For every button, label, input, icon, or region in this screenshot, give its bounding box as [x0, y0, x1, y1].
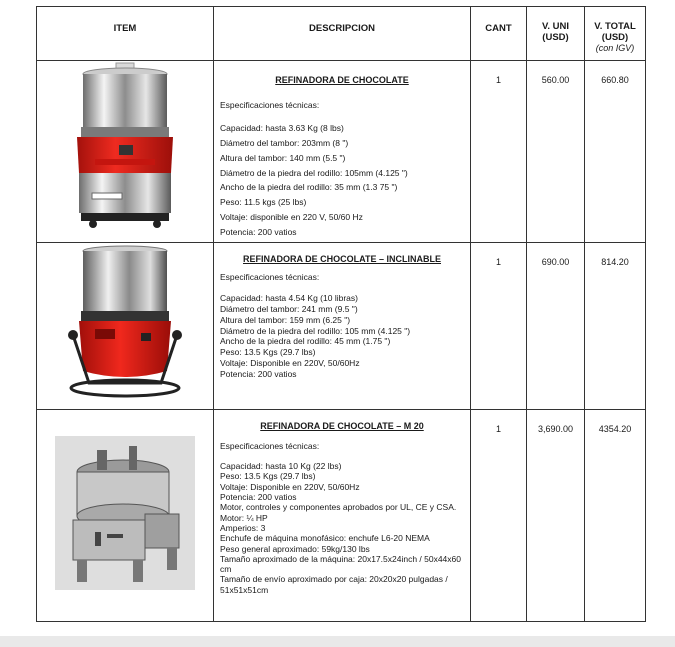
header-v-uni-currency: (USD) [542, 32, 569, 43]
m20-chocolate-refiner-image [37, 410, 213, 610]
table-header-row [37, 7, 646, 61]
spec-line: Voltaje: Disponible en 220V, 50/60Hz [220, 357, 360, 368]
spec-line: Peso: 13.5 Kgs (29.7 lbs) [220, 471, 316, 482]
table-row [37, 61, 646, 243]
spec-line: Peso general aproximado: 59kg/130 lbs [220, 543, 370, 554]
header-item [37, 7, 214, 61]
item-description [214, 409, 471, 621]
header-descripcion [214, 7, 471, 61]
item-title: REFINADORA DE CHOCOLATE [275, 75, 409, 85]
header-cant [471, 7, 527, 61]
header-item-label: ITEM [113, 23, 137, 34]
spec-line: Peso: 11.5 kgs (25 lbs) [220, 197, 307, 208]
header-descripcion-label: DESCRIPCION [309, 23, 375, 34]
spec-line: Ancho de la piedra del rodillo: 35 mm (1.3 75 ") [220, 182, 398, 193]
spec-line: Capacidad: hasta 10 Kg (22 lbs) [220, 461, 342, 472]
item-v-uni: 3,690.00 [527, 409, 585, 621]
item-v-uni: 690.00 [527, 242, 585, 409]
spec-line: Voltaje: Disponible en 220V, 50/60Hz [220, 481, 360, 492]
spec-line: Potencia: 200 vatios [220, 368, 297, 379]
header-v-uni [527, 7, 585, 61]
spec-line: Tamaño aproximado de la máquina: 20x17.5x24inch / 50x44x60 cm [220, 553, 461, 575]
item-v-total: 814.20 [585, 242, 646, 409]
spec-line: Capacidad: hasta 3.63 Kg (8 lbs) [220, 123, 344, 134]
header-v-total-note: (con IGV) [595, 43, 635, 53]
header-v-total-label: V. TOTAL [594, 21, 636, 32]
spec-line: Capacidad: hasta 4.54 Kg (10 libras) [220, 293, 358, 304]
spec-line: Altura del tambor: 159 mm (6.25 ") [220, 314, 351, 325]
item-description [214, 61, 471, 243]
item-image-cell [37, 409, 214, 621]
item-cant: 1 [471, 242, 527, 409]
item-description [214, 242, 471, 409]
spec-line: Altura del tambor: 140 mm (5.5 ") [220, 152, 346, 163]
header-v-uni-label: V. UNI [541, 21, 570, 32]
tilting-chocolate-refiner-image [37, 243, 213, 408]
bottom-scroll-area [0, 636, 675, 647]
table-row [37, 409, 646, 621]
spec-line: Amperios: 3 [220, 522, 266, 533]
spec-line: Motor: ¼ HP [220, 512, 268, 523]
item-title: REFINADORA DE CHOCOLATE – M 20 [260, 420, 424, 431]
spec-line: Potencia: 200 vatios [220, 226, 297, 237]
item-v-uni: 560.00 [527, 61, 585, 243]
item-image-cell [37, 242, 214, 409]
chocolate-refiner-image [37, 61, 213, 237]
quotation-sheet [36, 6, 645, 622]
table-row [37, 242, 646, 409]
spec-line: Tamaño de envío aproximado por caja: 20x20x20 pulgadas / 51x51x51cm [220, 574, 448, 595]
item-v-total: 4354.20 [585, 409, 646, 621]
spec-line: Diámetro de la piedra del rodillo: 105mm (4.125 ") [220, 167, 408, 178]
item-title: REFINADORA DE CHOCOLATE – INCLINABLE [243, 253, 441, 264]
header-v-total-currency: (USD) [601, 32, 629, 43]
header-cant-label: CANT [485, 23, 512, 34]
spec-line: Voltaje: disponible en 220 V, 50/60 Hz [220, 211, 363, 222]
header-v-total [585, 7, 646, 61]
spec-line: Diámetro de la piedra del rodillo: 105 mm (4.125 ") [220, 325, 411, 336]
specs-heading: Especificaciones técnicas: [220, 440, 320, 451]
specs-heading: Especificaciones técnicas: [220, 272, 320, 283]
item-cant: 1 [471, 61, 527, 243]
spec-line: Potencia: 200 vatios [220, 492, 297, 503]
spec-line: Diámetro del tambor: 203mm (8 ") [220, 137, 349, 148]
spec-line: Ancho de la piedra del rodillo: 45 mm (1.75 ") [220, 336, 391, 347]
quotation-table [36, 6, 646, 622]
spec-line: Diámetro del tambor: 241 mm (9.5 ") [220, 303, 358, 314]
item-v-total: 660.80 [585, 61, 646, 243]
item-image-cell [37, 61, 214, 243]
item-cant: 1 [471, 409, 527, 621]
spec-line: Enchufe de máquina monofásico: enchufe L6-20 NEMA [220, 533, 430, 544]
spec-line: Peso: 13.5 Kgs (29.7 lbs) [220, 347, 316, 358]
specs-heading: Especificaciones técnicas: [220, 99, 320, 110]
spec-line: Motor, controles y componentes aprobados por UL, CE y CSA. [220, 502, 457, 513]
